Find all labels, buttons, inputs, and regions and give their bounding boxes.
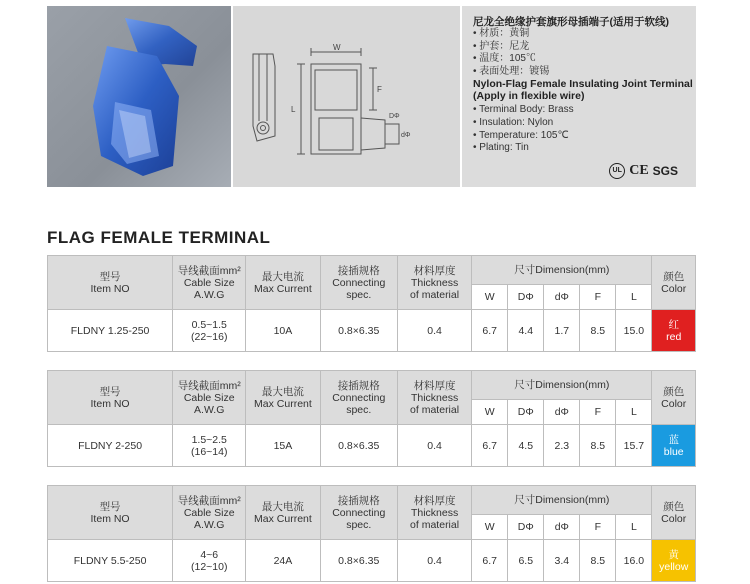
cell-cable-size-line: 1.5~2.5 bbox=[191, 433, 227, 446]
cell-dimension: 6.7 bbox=[472, 425, 508, 467]
header-cable-size-line: 导线截面mm² bbox=[177, 264, 241, 277]
header-thickness-line: Thickness bbox=[410, 391, 459, 404]
cell-item-no: FLDNY 2-250 bbox=[48, 425, 173, 467]
header-max-current bbox=[246, 371, 320, 425]
certification-logos bbox=[609, 163, 678, 179]
cell-connecting-spec: 0.8×6.35 bbox=[320, 425, 397, 467]
header-connecting-spec bbox=[320, 371, 397, 425]
spec-en-title: Nylon-Flag Female Insulating Joint Terminal bbox=[473, 78, 693, 91]
header-max-current-line: Max Current bbox=[254, 512, 312, 525]
header-color-line: Color bbox=[661, 512, 687, 525]
header-item-line: Item NO bbox=[90, 282, 130, 295]
spec-table bbox=[47, 485, 696, 582]
header-max-current-line: Max Current bbox=[254, 282, 312, 295]
cell-cable-size bbox=[173, 540, 246, 582]
cell-cable-size-line: (22~16) bbox=[190, 330, 228, 343]
header-color-line: 颜色 bbox=[663, 270, 685, 283]
header-dim-col: W bbox=[472, 285, 508, 310]
cell-color-swatch bbox=[652, 425, 696, 467]
header-connecting-spec-line: spec. bbox=[346, 518, 372, 531]
header-item bbox=[48, 256, 173, 310]
cell-dimension: 8.5 bbox=[580, 540, 616, 582]
header-thickness bbox=[397, 371, 471, 425]
cell-color-swatch-line: yellow bbox=[659, 560, 689, 573]
header-max-current-line: 最大电流 bbox=[261, 385, 304, 398]
cell-connecting-spec: 0.8×6.35 bbox=[320, 540, 397, 582]
header-item-line: 型号 bbox=[99, 270, 121, 283]
ce-cert-icon: CE bbox=[629, 163, 649, 178]
dimension-drawing bbox=[233, 6, 460, 187]
l-label: L bbox=[291, 105, 296, 114]
cell-dimension: 16.0 bbox=[616, 540, 652, 582]
cell-max-current: 10A bbox=[246, 310, 320, 352]
header-color-line: 颜色 bbox=[663, 385, 685, 398]
header-cable-size bbox=[173, 486, 246, 540]
header-thickness-line: of material bbox=[410, 403, 460, 416]
header-cable-size-line: A.W.G bbox=[194, 288, 225, 301]
header-item bbox=[48, 486, 173, 540]
header-dim-col: dΦ bbox=[544, 285, 580, 310]
header-dim-col: dΦ bbox=[544, 400, 580, 425]
cell-dimension: 1.7 bbox=[544, 310, 580, 352]
header-thickness-line: 材料厚度 bbox=[413, 494, 456, 507]
header-dim-col: DΦ bbox=[508, 515, 544, 540]
header-cable-size-line: Cable Size bbox=[183, 276, 235, 289]
spec-cn-line: • 表面处理：镀锡 bbox=[473, 65, 550, 77]
cell-cable-size-line: 4~6 bbox=[200, 548, 219, 561]
cell-thickness: 0.4 bbox=[397, 540, 471, 582]
section-title: FLAG FEMALE TERMINAL bbox=[47, 228, 271, 247]
header-connecting-spec-line: 接插规格 bbox=[337, 494, 380, 507]
header-color-line: 颜色 bbox=[663, 500, 685, 513]
cell-cable-size-line: (12~10) bbox=[190, 560, 228, 573]
header-dim-col: DΦ bbox=[508, 285, 544, 310]
cell-cable-size-line: (16~14) bbox=[190, 445, 228, 458]
cell-color-swatch-line: 黄 bbox=[668, 548, 679, 561]
header-color-line: Color bbox=[661, 397, 687, 410]
header-thickness-line: Thickness bbox=[410, 506, 459, 519]
header-max-current-line: Max Current bbox=[254, 397, 312, 410]
spec-cn-line: • 护套：尼龙 bbox=[473, 40, 530, 52]
spec-table bbox=[47, 255, 696, 352]
flag-terminal-image bbox=[47, 6, 231, 187]
header-dim-col: DΦ bbox=[508, 400, 544, 425]
cell-dimension: 3.4 bbox=[544, 540, 580, 582]
header-connecting-spec-line: Connecting bbox=[332, 391, 386, 404]
header-item-line: Item NO bbox=[90, 397, 130, 410]
header-connecting-spec bbox=[320, 256, 397, 310]
header-connecting-spec-line: 接插规格 bbox=[337, 379, 380, 392]
cell-color-swatch-line: 蓝 bbox=[668, 433, 679, 446]
table-header-row bbox=[48, 486, 696, 515]
header-color bbox=[652, 486, 696, 540]
w-label: W bbox=[333, 43, 341, 52]
header-max-current bbox=[246, 256, 320, 310]
header-cable-size-line: A.W.G bbox=[194, 518, 225, 531]
header-color bbox=[652, 256, 696, 310]
cell-color-swatch bbox=[652, 310, 696, 352]
spec-en-line: • Insulation: Nylon bbox=[473, 116, 554, 128]
d-label: DΦ bbox=[389, 113, 400, 120]
cell-dimension: 8.5 bbox=[580, 310, 616, 352]
cell-max-current: 15A bbox=[246, 425, 320, 467]
header-cable-size bbox=[173, 371, 246, 425]
f-label: F bbox=[377, 85, 382, 94]
header-dimension: 尺寸Dimension(mm) bbox=[472, 486, 652, 515]
product-info-band bbox=[47, 6, 696, 187]
header-dim-col: F bbox=[580, 400, 616, 425]
header-dimension: 尺寸Dimension(mm) bbox=[472, 256, 652, 285]
header-max-current-line: 最大电流 bbox=[261, 270, 304, 283]
header-item-line: 型号 bbox=[99, 500, 121, 513]
spec-en-line: • Temperature: 105℃ bbox=[473, 129, 569, 141]
cell-cable-size bbox=[173, 425, 246, 467]
header-connecting-spec-line: Connecting bbox=[332, 506, 386, 519]
header-color-line: Color bbox=[661, 282, 687, 295]
spec-en-line: • Terminal Body: Brass bbox=[473, 104, 574, 116]
cell-dimension: 15.7 bbox=[616, 425, 652, 467]
cell-color-swatch-line: red bbox=[666, 330, 682, 343]
header-dim-col: L bbox=[616, 515, 652, 540]
header-connecting-spec-line: Connecting bbox=[332, 276, 386, 289]
cell-item-no: FLDNY 5.5-250 bbox=[48, 540, 173, 582]
cell-dimension: 8.5 bbox=[580, 425, 616, 467]
cell-dimension: 4.4 bbox=[508, 310, 544, 352]
cell-dimension: 2.3 bbox=[544, 425, 580, 467]
cell-max-current: 24A bbox=[246, 540, 320, 582]
header-dim-col: F bbox=[580, 285, 616, 310]
ul-cert-icon: UL bbox=[609, 163, 625, 179]
table-row bbox=[48, 425, 696, 467]
header-thickness-line: of material bbox=[410, 288, 460, 301]
table-row bbox=[48, 310, 696, 352]
header-dim-col: F bbox=[580, 515, 616, 540]
sgs-cert-icon: SGS bbox=[652, 164, 678, 178]
dd-label: dΦ bbox=[401, 132, 411, 139]
cell-connecting-spec: 0.8×6.35 bbox=[320, 310, 397, 352]
spec-cn-title: 尼龙全绝缘护套旗形母插端子(适用于软线) bbox=[473, 16, 669, 28]
spec-table bbox=[47, 370, 696, 467]
header-cable-size-line: 导线截面mm² bbox=[177, 379, 241, 392]
header-thickness-line: 材料厚度 bbox=[413, 264, 456, 277]
cell-dimension: 6.7 bbox=[472, 540, 508, 582]
header-dim-col: L bbox=[616, 285, 652, 310]
header-connecting-spec-line: spec. bbox=[346, 288, 372, 301]
header-max-current bbox=[246, 486, 320, 540]
header-thickness-line: Thickness bbox=[410, 276, 459, 289]
cell-dimension: 6.5 bbox=[508, 540, 544, 582]
header-color bbox=[652, 371, 696, 425]
cell-color-swatch bbox=[652, 540, 696, 582]
header-cable-size bbox=[173, 256, 246, 310]
cell-dimension: 15.0 bbox=[616, 310, 652, 352]
header-thickness-line: 材料厚度 bbox=[413, 379, 456, 392]
header-thickness-line: of material bbox=[410, 518, 460, 531]
cell-item-no: FLDNY 1.25-250 bbox=[48, 310, 173, 352]
cell-thickness: 0.4 bbox=[397, 310, 471, 352]
header-cable-size-line: A.W.G bbox=[194, 403, 225, 416]
header-dim-col: W bbox=[472, 515, 508, 540]
cell-color-swatch-line: 红 bbox=[668, 318, 679, 331]
cell-dimension: 6.7 bbox=[472, 310, 508, 352]
cell-thickness: 0.4 bbox=[397, 425, 471, 467]
header-cable-size-line: Cable Size bbox=[183, 506, 235, 519]
cell-color-swatch-line: blue bbox=[663, 445, 684, 458]
spec-en-subtitle: (Apply in flexible wire) bbox=[473, 90, 585, 103]
header-thickness bbox=[397, 486, 471, 540]
cell-dimension: 4.5 bbox=[508, 425, 544, 467]
header-connecting-spec-line: spec. bbox=[346, 403, 372, 416]
header-max-current-line: 最大电流 bbox=[261, 500, 304, 513]
table-row bbox=[48, 540, 696, 582]
table-header-row bbox=[48, 256, 696, 285]
spec-panel bbox=[462, 6, 696, 187]
header-thickness bbox=[397, 256, 471, 310]
spec-cn-line: • 温度：105℃ bbox=[473, 53, 536, 65]
header-item-line: Item NO bbox=[90, 512, 130, 525]
header-cable-size-line: Cable Size bbox=[183, 391, 235, 404]
cell-cable-size-line: 0.5~1.5 bbox=[191, 318, 227, 331]
table-header-row bbox=[48, 371, 696, 400]
product-photo bbox=[47, 6, 231, 187]
header-cable-size-line: 导线截面mm² bbox=[177, 494, 241, 507]
header-connecting-spec-line: 接插规格 bbox=[337, 264, 380, 277]
header-dim-col: L bbox=[616, 400, 652, 425]
header-connecting-spec bbox=[320, 486, 397, 540]
cell-cable-size bbox=[173, 310, 246, 352]
header-item-line: 型号 bbox=[99, 385, 121, 398]
header-item bbox=[48, 371, 173, 425]
header-dimension: 尺寸Dimension(mm) bbox=[472, 371, 652, 400]
header-dim-col: W bbox=[472, 400, 508, 425]
spec-cn-line: • 材质：黄铜 bbox=[473, 28, 530, 39]
header-dim-col: dΦ bbox=[544, 515, 580, 540]
spec-en-line: • Plating: Tin bbox=[473, 142, 529, 154]
